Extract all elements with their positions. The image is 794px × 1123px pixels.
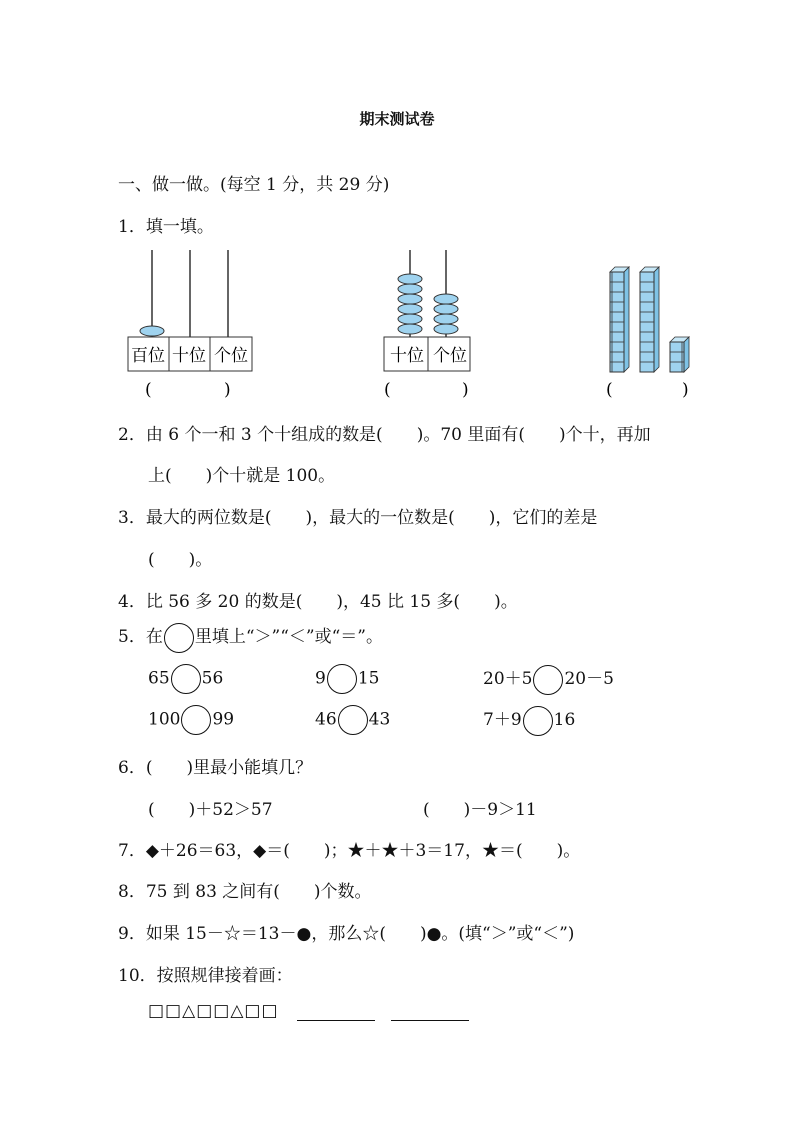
- blank-circle-icon: [164, 623, 194, 653]
- compare-item: 9 15: [315, 664, 379, 694]
- question-4: 4．比 56 多 20 的数是( )，45 比 15 多( )。: [118, 592, 518, 612]
- answer-open: (: [145, 380, 152, 400]
- abacus-hundreds-tens-ones: [118, 245, 263, 405]
- unit-cubes: [670, 337, 689, 372]
- answer-open: (: [606, 380, 613, 400]
- bead: [434, 294, 458, 304]
- question-9: 9．如果 15－☆＝13－●，那么☆( )●。(填“＞”或“＜”): [118, 924, 575, 944]
- question-3-line-1: 3．最大的两位数是( )，最大的一位数是( )，它们的差是: [118, 508, 598, 528]
- bead: [398, 314, 422, 324]
- place-label: 个位: [214, 346, 248, 366]
- base-ten-blocks: [598, 262, 698, 407]
- answer-line[interactable]: [391, 1002, 469, 1021]
- answer-circle[interactable]: [327, 664, 357, 694]
- bead: [398, 284, 422, 294]
- question-6: 6．( )里最小能填几？: [118, 758, 313, 778]
- question-3-line-2: ( )。: [148, 550, 213, 570]
- bead: [398, 324, 422, 334]
- question-1-label: 1．填一填。: [118, 217, 214, 237]
- compare-item: 100 99: [148, 705, 234, 735]
- bead: [398, 274, 422, 284]
- place-label: 百位: [131, 346, 165, 366]
- bead: [434, 314, 458, 324]
- place-label: 个位: [433, 346, 467, 366]
- place-label: 十位: [390, 346, 424, 366]
- answer-open: (: [384, 380, 391, 400]
- abacus-tens-ones: [374, 245, 484, 405]
- bead: [140, 326, 164, 336]
- question-10: 10．按照规律接着画：: [118, 966, 293, 986]
- question-8: 8．75 到 83 之间有( )个数。: [118, 882, 372, 902]
- answer-close: ): [224, 380, 231, 400]
- question-5-instruction: 5．在 里填上“＞”“＜”或“＝”。: [118, 622, 383, 653]
- bead: [398, 304, 422, 314]
- answer-line[interactable]: [297, 1002, 375, 1021]
- place-label: 十位: [172, 346, 206, 366]
- answer-circle[interactable]: [181, 705, 211, 735]
- answer-circle[interactable]: [523, 706, 553, 736]
- ten-rod: [610, 267, 629, 372]
- question-7: 7．◆＋26＝63，◆＝( )；★＋★＋3＝17，★＝( )。: [118, 841, 581, 861]
- answer-close: ): [682, 380, 689, 400]
- section-heading: 一、做一做。(每空 1 分，共 29 分): [118, 175, 390, 195]
- question-2-line-2: 上( )个十就是 100。: [148, 466, 336, 486]
- compare-item: 46 43: [315, 705, 390, 735]
- answer-close: ): [462, 380, 469, 400]
- compare-item: 65 56: [148, 664, 223, 694]
- shape-pattern: □□△□□△□□: [148, 1001, 279, 1021]
- page-title: 期末测试卷: [359, 110, 435, 128]
- bead: [434, 324, 458, 334]
- question-6-a: ( )＋52＞57: [148, 800, 273, 820]
- bead: [434, 304, 458, 314]
- answer-circle[interactable]: [533, 665, 563, 695]
- answer-circle[interactable]: [338, 705, 368, 735]
- answer-circle[interactable]: [171, 664, 201, 694]
- compare-item: 20＋5 20－5: [483, 664, 614, 695]
- question-2-line-1: 2．由 6 个一和 3 个十组成的数是( )。70 里面有( )个十，再加: [118, 425, 651, 445]
- question-10-pattern-row: [148, 1001, 485, 1021]
- compare-item: 7＋9 16: [483, 705, 575, 736]
- ten-rod: [640, 267, 659, 372]
- question-6-b: ( )－9＞11: [423, 800, 537, 820]
- bead: [398, 294, 422, 304]
